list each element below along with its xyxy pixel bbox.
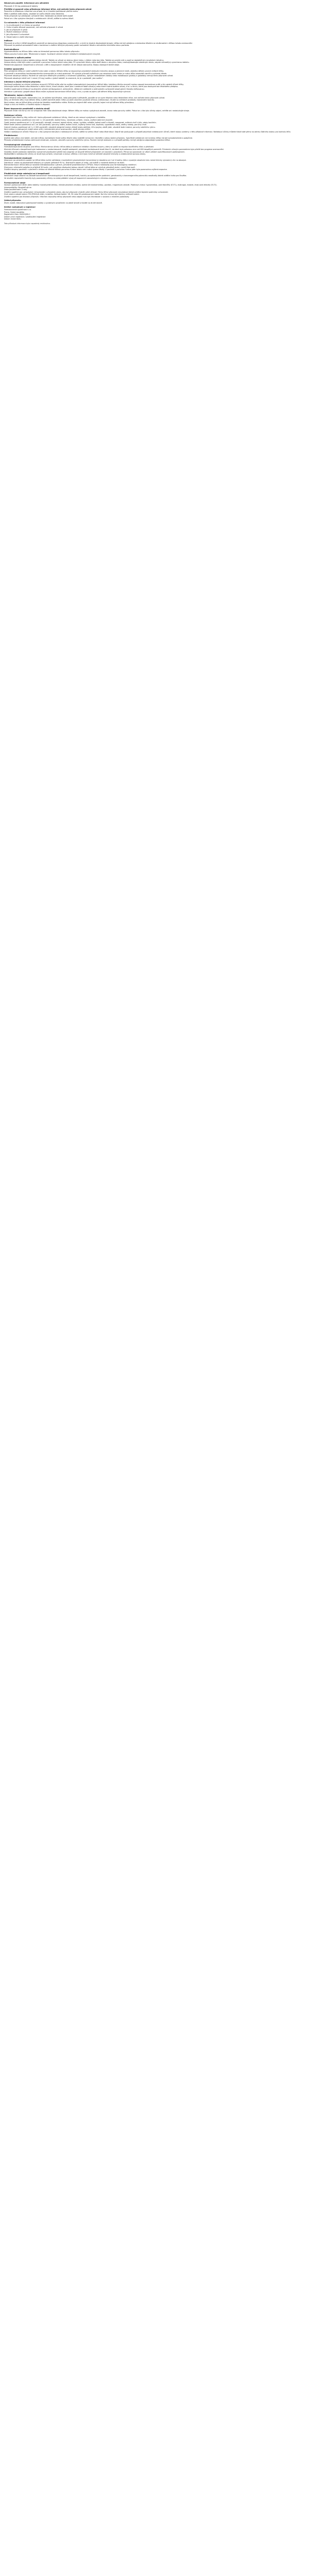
- section-heading: Vzhled přípravku: [4, 199, 21, 202]
- section-paragraph: 3. Jak se přípravek X užívá: [4, 28, 27, 31]
- section-paragraph: Distribuce: vazba na plazmatické bílkoviny je vysoká (přibližně 95 %). Distribuční objem je velký, což svědčí o rozsáhlé distribuci do tkání.: [4, 161, 125, 164]
- section-heading: Co naleznete v této příbalové informaci: [4, 22, 45, 24]
- section-paragraph: Hlášení nežádoucích účinků: Pokud se u Vás vyskytne kterýkoli z nežádoucích účinků, sdělte to svému lékaři nebo lékárníkovi. Stejně tak postupujte v případě jakýchkoli nežádoucích účinků, které nejsou uvedeny v této příbalové informaci. Nežádoucí účinky můžete hlásit také přímo na adresu Státního ústavu pro kontrolu léčiv.: [4, 130, 291, 133]
- sections-container: [4, 22, 305, 220]
- section-paragraph: 4. Možné nežádoucí účinky: [4, 31, 28, 33]
- section-paragraph: 5. Jak přípravek X uchovávat: [4, 33, 29, 36]
- section-paragraph: Časté (mohou postihnout až 1 z 10 pacientů): závratě, zvracení, bolest břicha, zácpa, vyrážka, svědění, bolest svalů a kloubů, nespavost, snížená chuť k jídlu, otoky končetin.: [4, 121, 157, 124]
- leaflet-section: [4, 182, 305, 198]
- section-heading: Předklinické údaje vztahující se k bezpečnosti: [4, 172, 49, 175]
- intro-line: Tento přípravek byl předepsán výhradně Vám. Nedávejte jej žádné další osobě.: [4, 15, 74, 18]
- section-paragraph: Biotransformace: léčivá látka je rozsáhle metabolizována v játrech, převážně prostřednictvím CYP3A4. Hlavní metabolity jsou farmakologicky neaktivní.: [4, 164, 137, 166]
- intro-heading: Přečtěte si pozorně celou příbalovou informaci dříve, než začnete tento přípravek užívat: [4, 8, 92, 10]
- leaflet-section: [4, 199, 305, 204]
- section-heading: Kontraindikace: [4, 48, 19, 50]
- section-paragraph: Přípravek obsahuje méně než 1 mmol (23 mg) sodíku v jedné tabletě, to znamená, že je v podstatě „bez sodíku“.: [4, 77, 104, 79]
- section-paragraph: Není známo (z dostupných údajů nelze určit): intersticiální plicní onemocnění, zánět slinivky břišní.: [4, 128, 91, 131]
- section-heading: Dávkování a způsob podání: [4, 57, 31, 59]
- section-paragraph: 6. Obsah balení a další informace: [4, 36, 33, 38]
- section-paragraph: Nejčastějšími nežádoucími účinky ve studii byly průjem, nevolnost a únava; většina z nich byla mírné až středně závažné intenzity a zvládnutelná úpravou dávky.: [4, 153, 146, 156]
- leaflet-section: [4, 40, 305, 47]
- section-paragraph: Těžká porucha funkce jater. Těhotenství a kojení. Současné užívání silných inhibitorů metabolizujících enzymů.: [4, 53, 101, 55]
- section-heading: Řízení dopravních prostředků a obsluha strojů: [4, 107, 50, 110]
- leaflet-section: [4, 81, 305, 93]
- section-paragraph: Přípravek obsahuje laktózu. Pacienti se vzácnými dědičnými problémy s intolerancí galaktózy, úplným nedostatkem laktázy nebo malabsorpcí glukózy a galaktózy nemají tento přípravek užívat.: [4, 75, 174, 77]
- section-paragraph: Eliminace: eliminační poločas je přibližně 30 hodin, což umožňuje dávkování jednou denně. Léčivá látka se vylučuje převážně stolicí, menší část močí.: [4, 166, 136, 168]
- section-paragraph: Datum revize textu: [4, 218, 21, 221]
- leaflet-section: [4, 68, 305, 80]
- section-paragraph: Výsledky studie prokázaly statisticky významné prodloužení přežití bez progrese ve skupině léčené přípravkem ve srovnání s placebem. Přínos byl pozorován ve všech předem specifikovaných podskupinách.: [4, 150, 185, 153]
- section-heading: Zvláštní upozornění: [4, 67, 24, 70]
- section-heading: Těhotenství, kojení a fertilita: [4, 94, 33, 97]
- intro-line: Ponechte si příbalovou informaci pro případ, že si ji budete potřebovat přečíst znovu.: [4, 10, 79, 13]
- section-paragraph: Není známo, zda se léčivá látka vylučuje do lidského mateřského mléka. Riziko pro kojené dítě nelze vyloučit; kojení má být během léčby přerušeno.: [4, 101, 134, 104]
- section-paragraph: 2. Čemu musíte věnovat pozornost, než začnete přípravek X užívat: [4, 26, 63, 29]
- section-paragraph: Údaje o vlivu na fertilitu u člověka nejsou k dispozici.: [4, 104, 51, 106]
- document-footer: Tato příbalová informace byla naposledy revidována.: [4, 222, 50, 225]
- section-heading: Nežádoucí účinky: [4, 114, 22, 116]
- section-paragraph: Interakce s potravou: grapefruitová šťáva může zvyšovat koncentrace léčivé látky v krvi, a proto se jejímu pití během léčby doporučuje vyhnout.: [4, 90, 131, 93]
- section-paragraph: Klinická účinnost a bezpečnost byla hodnocena v randomizované, dvojitě zaslepené, placebem kontrolované studii fáze III, do které bylo zařazeno více než 600 dospělých pacientů. Primárním cílovým parametrem bylo přežití bez progrese onemocnění.: [4, 148, 225, 150]
- section-paragraph: Zvláštní opatření pro likvidaci přípravku: Všechen nepoužitý léčivý přípravek nebo odpad musí být zlikvidován v souladu s místními požadavky.: [4, 195, 130, 198]
- section-paragraph: Zvláštní skupiny pacientů: u pacientů s lehkou až středně těžkou poruchou funkce ledvin není nutná úprava dávky. U pacientů s poruchou funkce jater byla pozorována zvýšená expozice.: [4, 168, 167, 171]
- section-paragraph: Druh obalu a obsah balení: PVC/PVDC/Al blistr, krabička. Velikost balení: 28, 30 nebo 90 potahovaných tablet. Na trhu nemusí být všechny velikosti balení.: [4, 193, 140, 196]
- section-paragraph: Hypersenzitivita na léčivou látku nebo na kteroukoli pomocnou látku tohoto přípravku.: [4, 50, 80, 53]
- section-heading: Farmaceutické údaje: [4, 181, 26, 184]
- section-paragraph: Jste-li těhotná nebo kojíte, domníváte-li se, že můžete být těhotná, nebo plánujete-li otěhotnět, poraďte se se svým lékařem nebo lékárníkem dříve, než začnete tento přípravek užívat.: [4, 96, 165, 99]
- section-heading: Farmakokinetické vlastnosti: [4, 157, 32, 159]
- document-title: Návod pro použití: Informace pro uživatele: [4, 2, 49, 4]
- leaflet-section: [4, 108, 305, 112]
- section-paragraph: U pacientů s anamnézou kardiovaskulárního onemocnění je nutná opatrnost. Při výskytu příznaků svědčících pro závažnou kožní reakci je nutno léčbu okamžitě ukončit a vyhledat lékaře.: [4, 72, 167, 75]
- leaflet-section: [4, 57, 305, 66]
- document-subtitle: Přípravek X 50 mg potahované tablety: [4, 5, 38, 7]
- leaflet-section: [4, 94, 305, 106]
- leaflet-section: [4, 22, 305, 38]
- section-paragraph: Seznam pomocných látek: Jádro tablety: monohydrát laktózy, mikrokrystalická celulóza, sodná sůl kroskarmelózy, povidon, magnesium-stearát. Potahová vrstva: hypromelóza, oxid titaničitý (E171), makrogol, mastek, žlutý oxid železitý (E172).: [4, 184, 217, 187]
- section-paragraph: Inkompatibility: Neuplatňuje se.: [4, 186, 32, 189]
- leaflet-section: [4, 157, 305, 171]
- section-paragraph: Přípravek se podává samostatně nebo v kombinaci s dalšími léčivými přípravky podle rozhodnutí lékaře a aktuálního klinického stavu pacienta.: [4, 44, 130, 47]
- section-paragraph: Současné podávání se silnými inhibitory enzymů CYP3A4 může vést ke zvýšení plazmatických koncentrací léčivé látky. Induktory těchto enzymů mohou naopak koncentrace snížit a tím oslabit účinek léčby.: [4, 83, 184, 86]
- section-paragraph: Přípravek může mít mírný vliv na schopnost řídit nebo obsluhovat stroje. Během léčby se mohou vyskytnout závratě, únava nebo poruchy vidění. Pokud se u Vás tyto účinky objeví, neřiďte ani neobsluhujte stroje.: [4, 110, 190, 112]
- leaflet-page: [4, 2, 305, 2576]
- section-paragraph: Pediatrická populace: bezpečnost a účinnost u dětí a dospívajících mladších 18 let nebyla stanovena. Nejsou dostupné žádné údaje.: [4, 64, 120, 66]
- section-paragraph: Jestliže jste užil(a) více tablet, než jste měl(a), kontaktujte ihned svého lékaře nebo nejbližší nemocnici. Vezměte s sebou balení přípravku. Specifické antidotum není známo; léčba má být symptomatická a podpůrná.: [4, 137, 193, 139]
- intro-line: Máte-li jakékoli další otázky, zeptejte se svého lékaře nebo lékárníka.: [4, 12, 65, 15]
- section-paragraph: Doba použitelnosti: 3 roky.: [4, 189, 28, 191]
- section-paragraph: Přípravek je určen k léčbě dospělých pacientů se stanovenou diagnózou onemocnění, u nichž je vhodná dlouhodobá terapie. Léčba má být zahájena a sledována lékařem se zkušenostmi s léčbou tohoto onemocnění.: [4, 42, 193, 44]
- section-paragraph: Ve studiích reprodukční toxicity byly pozorovány účinky na embryofetální vývoj při expozicích srovnatelných s klinickou expozicí.: [4, 177, 117, 179]
- section-paragraph: Před zahájením léčby je nutné vyšetřit funkci jater a ledvin. Během léčby se doporučuje pravidelné sledování krevního obrazu a jaterních testů, zejména během prvních měsíců léčby.: [4, 70, 164, 73]
- section-paragraph: Podobně jako všechny léky může mít i tento přípravek nežádoucí účinky, které se ale nemusí vyskytnout u každého.: [4, 116, 106, 119]
- intro-list: [4, 10, 305, 20]
- section-paragraph: Praha, Česká republika: [4, 211, 24, 213]
- section-heading: Farmakologické vlastnosti: [4, 143, 31, 146]
- section-paragraph: Absorpce: po perorálním podání se léčivá látka rychle vstřebává, maximálních plazmatických koncentrací je dosaženo za 2 až 4 hodiny. Jídlo s vysokým obsahem tuku nemá klinicky významný vliv na absorpci.: [4, 159, 187, 162]
- section-paragraph: Vzácné (mohou postihnout až 1 z 1 000 pacientů): závažné alergické reakce včetně otoku obličeje, rtů a jazyka, zánět jater, závažné kožní reakce, poruchy srdečního rytmu.: [4, 126, 156, 128]
- section-heading: Držitel rozhodnutí o registraci: [4, 206, 36, 209]
- section-paragraph: Informujte svého lékaře nebo lékárníka o všech lécích, které užíváte, které jste v nedávné době užíval(a) nebo které možná budete užívat, a to i o lécích, které jsou dostupné bez lékařského předpisu.: [4, 86, 179, 88]
- section-paragraph: Doporučená dávka je jedna tableta jednou denně. Tablety se užívají ve stejnou denní dobu, s jídlem nebo bez jídla. Tableta se polyká celá a zapíjí se dostatečným množstvím tekutiny.: [4, 59, 164, 61]
- section-paragraph: Žluté, kulaté, bikonvexní potahované tablety s vyraženým označením na jedné straně a hladké na druhé straně.: [4, 201, 102, 204]
- section-paragraph: Úprava dávky může být nutná u pacientů s poruchou funkce ledvin nebo jater. Při vynechání dávky užijte další dávku v obvyklou dobu; nezdvojnásobujte následující dávku, abyste nahradil(a) vynechanou tabletu.: [4, 61, 190, 64]
- section-paragraph: Registrační číslo: 00/000/00-C: [4, 213, 30, 216]
- leaflet-section: [4, 173, 305, 180]
- section-paragraph: Neklinické údaje získané na základě konvenčních farmakologických studií bezpečnosti, toxicity po opakovaném podávání, genotoxicity a kancerogenního potenciálu neodhalily žádné zvláštní riziko pro člověka.: [4, 175, 187, 177]
- section-paragraph: Zvláštní opatření pro uchovávání: Uchovávejte v původním obalu, aby byl přípravek chráněn před vlhkostí. Tento léčivý přípravek nevyžaduje žádné zvláštní teplotní podmínky uchovávání.: [4, 191, 169, 193]
- section-paragraph: Zvláštní opatrnosti je třeba při současném užívání antikoagulancií, antiarytmik, některých antibiotik a antimykotik a přípravků obsahujících třezalku tečkovanou.: [4, 88, 145, 90]
- leaflet-section: [4, 114, 305, 133]
- section-paragraph: Farmakoterapeutická skupina: jiná léčiva. Mechanismus účinku: léčivá látka je selektivní inhibitor cílového enzymu, který se podílí na regulaci buněčného růstu a přežívání.: [4, 146, 154, 148]
- leaflet-section: [4, 134, 305, 142]
- section-paragraph: 1. Co je přípravek X a k čemu se používá: [4, 24, 40, 26]
- leaflet-section: [4, 48, 305, 56]
- section-heading: Interakce s jinými léčivými přípravky: [4, 81, 41, 83]
- section-paragraph: Farmaceutická společnost s.r.o.: [4, 209, 32, 211]
- section-paragraph: Ženy ve fertilním věku musí během léčby a ještě nejméně jeden měsíc po jejím ukončení používat účinnou antikoncepci. Studie na zvířatech prokázaly reprodukční toxicitu.: [4, 99, 155, 101]
- section-paragraph: Datum první registrace / prodloužení registrace: [4, 215, 46, 218]
- section-paragraph: Příznaky předávkování mohou zahrnovat nevolnost, zvracení, závratě a poruchy srdečního rytmu. Pacient má být sledován a v případě potřeby má být zahájena odpovídající podpůrná léčba.: [4, 139, 170, 142]
- leaflet-section: [4, 206, 305, 220]
- intro-line: Pokud se u Vás vyskytne kterýkoli z nežádoucích účinků, sdělte to svému lékaři.: [4, 17, 74, 20]
- leaflet-section: [4, 144, 305, 156]
- section-heading: Předávkování: [4, 134, 18, 137]
- section-paragraph: Méně časté (mohou postihnout až 1 ze 100 pacientů): poruchy vidění, bušení srdce, zvýšený krevní tlak, kopřivka, vypadávání vlasů, změny nálady, poruchy chuti.: [4, 124, 147, 126]
- section-heading: Indikace: [4, 40, 13, 42]
- section-paragraph: Velmi časté (mohou postihnout více než 1 z 10 pacientů): bolest hlavy, nevolnost, průjem, únava, zvýšení jaterních enzymů.: [4, 118, 113, 121]
